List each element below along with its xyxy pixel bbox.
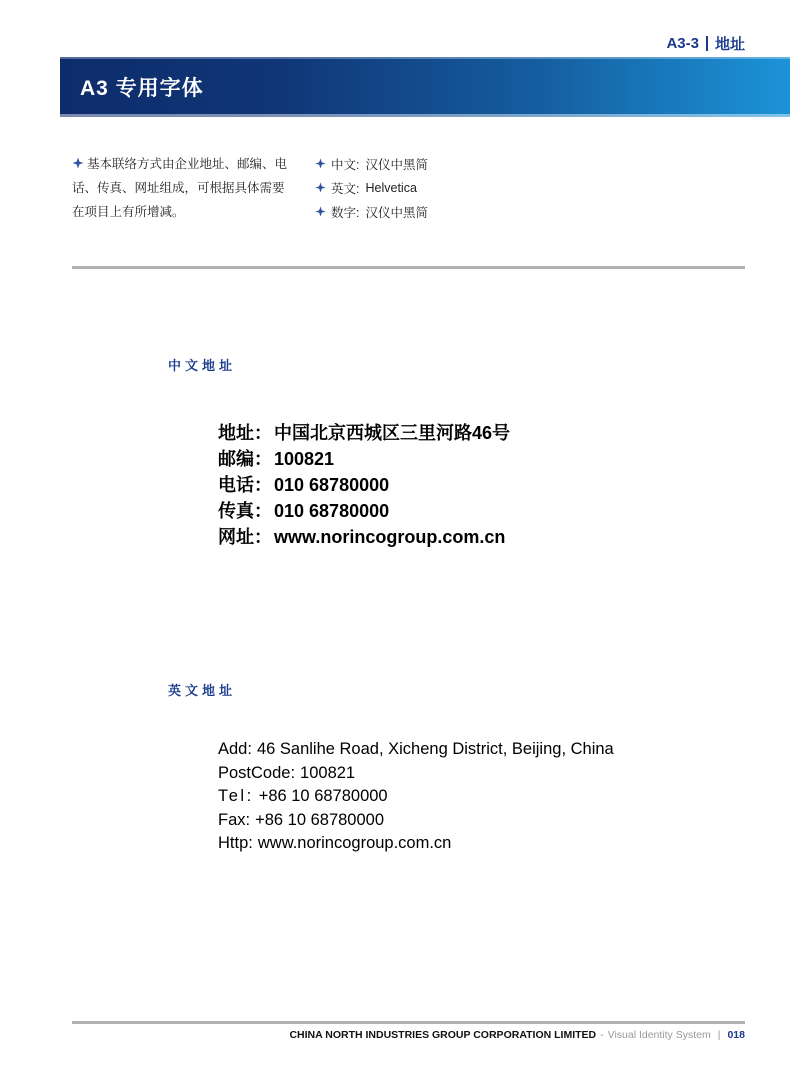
line-label: Fax: xyxy=(218,810,251,829)
line-label: 地址： xyxy=(218,423,272,443)
line-value: 010 68780000 xyxy=(274,475,390,495)
spec-value: Helvetica xyxy=(365,181,417,195)
chinese-address-block xyxy=(218,420,510,550)
line-label: PostCode: xyxy=(218,763,296,782)
footer-system-label: Visual Identity System xyxy=(607,1029,711,1041)
address-line-location xyxy=(218,420,510,446)
line-label: 传真： xyxy=(218,501,272,521)
english-address-block xyxy=(218,738,614,856)
star-bullet-icon xyxy=(315,206,327,218)
line-label: 邮编： xyxy=(218,449,272,469)
address-line-phone xyxy=(218,472,510,498)
footer-company-name: CHINA NORTH INDUSTRIES GROUP CORPORATION LIMITED xyxy=(289,1029,597,1041)
star-bullet-icon xyxy=(72,153,84,165)
address-line-location xyxy=(218,738,614,762)
section-code: A3-3 xyxy=(666,35,699,52)
star-bullet-icon xyxy=(315,158,327,170)
line-label: 网址： xyxy=(218,527,272,547)
divider-rule-top xyxy=(72,266,745,269)
page-title: A3 专用字体 xyxy=(80,77,204,100)
line-value: +86 10 68780000 xyxy=(255,810,385,829)
line-label: 电话： xyxy=(218,475,272,495)
address-line-phone xyxy=(218,785,614,809)
intro-text: 基本联络方式由企业地址、邮编、电话、传真、网址组成，可根据具体需要在项目上有所增减。 xyxy=(72,157,288,219)
intro-paragraph xyxy=(72,152,290,224)
spec-value: 汉仪中黑简 xyxy=(365,206,428,220)
spec-label: 英文: xyxy=(331,182,360,196)
address-line-postcode xyxy=(218,762,614,786)
english-address-heading: 英文地址 xyxy=(168,683,237,698)
spec-label: 中文: xyxy=(331,158,360,172)
spec-label: 数字: xyxy=(331,206,360,220)
line-label: Http: xyxy=(218,834,253,852)
font-spec-row-english xyxy=(315,176,428,200)
section-corner-tag xyxy=(666,33,745,54)
line-label: Add: xyxy=(218,740,252,758)
address-line-fax xyxy=(218,809,614,833)
line-value: www.norincogroup.com.cn xyxy=(257,834,452,852)
footer xyxy=(289,1029,745,1041)
footer-page-number: 018 xyxy=(727,1029,745,1041)
line-value: 100821 xyxy=(274,449,335,469)
address-line-website xyxy=(218,832,614,856)
address-line-website xyxy=(218,524,510,550)
address-line-fax xyxy=(218,498,510,524)
section-label: 地址 xyxy=(714,36,745,53)
header-bar xyxy=(60,57,790,117)
font-spec-list xyxy=(315,152,428,224)
footer-separator: - xyxy=(600,1029,604,1041)
font-spec-row-numeric xyxy=(315,200,428,224)
chinese-address-heading: 中文地址 xyxy=(168,358,237,373)
star-bullet-icon xyxy=(315,182,327,194)
footer-divider: | xyxy=(717,1029,721,1041)
line-value: 46 Sanlihe Road, Xicheng District, Beijing, China xyxy=(256,740,614,758)
line-value: 中国北京西城区三里河路46号 xyxy=(274,423,511,443)
line-value: +86 10 68780000 xyxy=(258,787,388,805)
address-line-postcode xyxy=(218,446,510,472)
line-value: 010 68780000 xyxy=(274,501,390,521)
font-spec-row-chinese xyxy=(315,152,428,176)
footer-rule xyxy=(72,1021,745,1024)
line-label: Tel: xyxy=(218,787,254,805)
line-value: 100821 xyxy=(300,763,356,782)
corner-divider-bar xyxy=(706,36,708,51)
line-value: www.norincogroup.com.cn xyxy=(274,527,506,547)
spec-value: 汉仪中黑简 xyxy=(365,158,428,172)
